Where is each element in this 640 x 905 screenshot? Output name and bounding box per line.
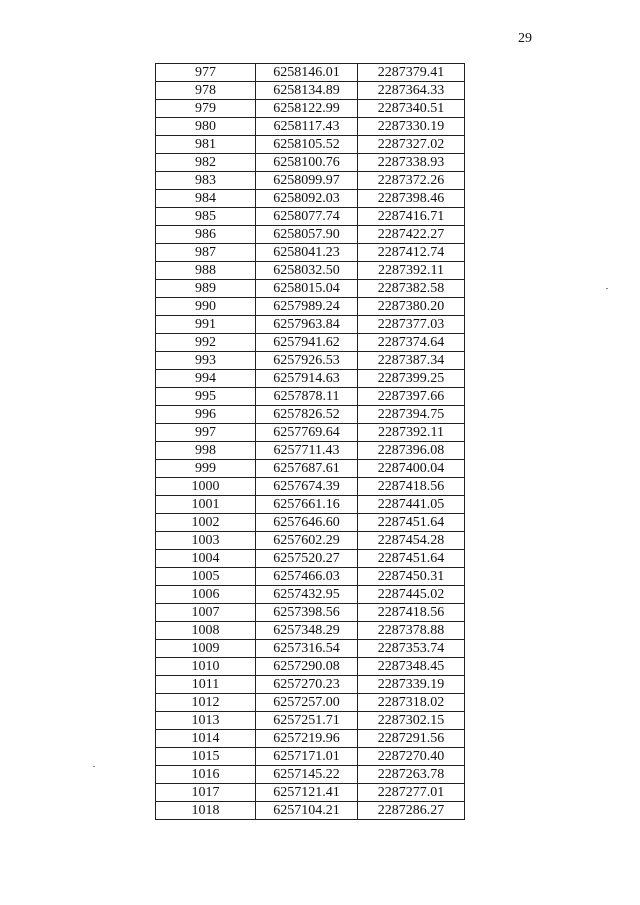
y-coordinate-cell: 2287387.34	[358, 352, 465, 370]
table-row	[156, 136, 465, 154]
x-coordinate-cell: 6257520.27	[256, 550, 358, 568]
y-coordinate-cell: 2287330.19	[358, 118, 465, 136]
table-row	[156, 172, 465, 190]
table-row	[156, 604, 465, 622]
x-coordinate-cell: 6258146.01	[256, 64, 358, 82]
page-number: 29	[518, 31, 532, 46]
y-coordinate-cell: 2287450.31	[358, 568, 465, 586]
table-row	[156, 208, 465, 226]
table-row	[156, 226, 465, 244]
table-row	[156, 784, 465, 802]
y-coordinate-cell: 2287396.08	[358, 442, 465, 460]
x-coordinate-cell: 6257989.24	[256, 298, 358, 316]
table-row	[156, 802, 465, 820]
y-coordinate-cell: 2287454.28	[358, 532, 465, 550]
point-number-cell: 980	[156, 118, 256, 136]
point-number-cell: 983	[156, 172, 256, 190]
x-coordinate-cell: 6257121.41	[256, 784, 358, 802]
point-number-cell: 1011	[156, 676, 256, 694]
table-row	[156, 766, 465, 784]
y-coordinate-cell: 2287340.51	[358, 100, 465, 118]
point-number-cell: 1005	[156, 568, 256, 586]
y-coordinate-cell: 2287392.11	[358, 424, 465, 442]
point-number-cell: 986	[156, 226, 256, 244]
coordinates-table	[155, 63, 465, 820]
y-coordinate-cell: 2287441.05	[358, 496, 465, 514]
table-row	[156, 676, 465, 694]
table-row	[156, 514, 465, 532]
y-coordinate-cell: 2287451.64	[358, 550, 465, 568]
y-coordinate-cell: 2287263.78	[358, 766, 465, 784]
x-coordinate-cell: 6257432.95	[256, 586, 358, 604]
point-number-cell: 1009	[156, 640, 256, 658]
point-number-cell: 989	[156, 280, 256, 298]
x-coordinate-cell: 6257348.29	[256, 622, 358, 640]
table-row	[156, 64, 465, 82]
table-row	[156, 730, 465, 748]
table-row	[156, 712, 465, 730]
coordinates-table-body	[156, 64, 465, 820]
y-coordinate-cell: 2287418.56	[358, 604, 465, 622]
point-number-cell: 992	[156, 334, 256, 352]
table-row	[156, 622, 465, 640]
x-coordinate-cell: 6258041.23	[256, 244, 358, 262]
x-coordinate-cell: 6258099.97	[256, 172, 358, 190]
x-coordinate-cell: 6257963.84	[256, 316, 358, 334]
point-number-cell: 1017	[156, 784, 256, 802]
y-coordinate-cell: 2287291.56	[358, 730, 465, 748]
table-row	[156, 352, 465, 370]
x-coordinate-cell: 6257769.64	[256, 424, 358, 442]
table-row	[156, 334, 465, 352]
y-coordinate-cell: 2287412.74	[358, 244, 465, 262]
point-number-cell: 1018	[156, 802, 256, 820]
y-coordinate-cell: 2287378.88	[358, 622, 465, 640]
y-coordinate-cell: 2287399.25	[358, 370, 465, 388]
table-row	[156, 100, 465, 118]
x-coordinate-cell: 6258057.90	[256, 226, 358, 244]
table-row	[156, 640, 465, 658]
point-number-cell: 1006	[156, 586, 256, 604]
point-number-cell: 990	[156, 298, 256, 316]
table-row	[156, 190, 465, 208]
point-number-cell: 995	[156, 388, 256, 406]
y-coordinate-cell: 2287397.66	[358, 388, 465, 406]
point-number-cell: 998	[156, 442, 256, 460]
y-coordinate-cell: 2287327.02	[358, 136, 465, 154]
point-number-cell: 978	[156, 82, 256, 100]
y-coordinate-cell: 2287277.01	[358, 784, 465, 802]
x-coordinate-cell: 6258032.50	[256, 262, 358, 280]
table-row	[156, 424, 465, 442]
y-coordinate-cell: 2287416.71	[358, 208, 465, 226]
x-coordinate-cell: 6257914.63	[256, 370, 358, 388]
point-number-cell: 1008	[156, 622, 256, 640]
y-coordinate-cell: 2287379.41	[358, 64, 465, 82]
x-coordinate-cell: 6257145.22	[256, 766, 358, 784]
y-coordinate-cell: 2287445.02	[358, 586, 465, 604]
x-coordinate-cell: 6257878.11	[256, 388, 358, 406]
x-coordinate-cell: 6258015.04	[256, 280, 358, 298]
table-row	[156, 298, 465, 316]
y-coordinate-cell: 2287377.03	[358, 316, 465, 334]
point-number-cell: 988	[156, 262, 256, 280]
x-coordinate-cell: 6258077.74	[256, 208, 358, 226]
x-coordinate-cell: 6257171.01	[256, 748, 358, 766]
point-number-cell: 981	[156, 136, 256, 154]
point-number-cell: 985	[156, 208, 256, 226]
table-row	[156, 82, 465, 100]
y-coordinate-cell: 2287380.20	[358, 298, 465, 316]
table-row	[156, 586, 465, 604]
point-number-cell: 979	[156, 100, 256, 118]
point-number-cell: 1015	[156, 748, 256, 766]
x-coordinate-cell: 6258122.99	[256, 100, 358, 118]
table-row	[156, 280, 465, 298]
x-coordinate-cell: 6257941.62	[256, 334, 358, 352]
y-coordinate-cell: 2287364.33	[358, 82, 465, 100]
table-row	[156, 496, 465, 514]
y-coordinate-cell: 2287353.74	[358, 640, 465, 658]
point-number-cell: 977	[156, 64, 256, 82]
x-coordinate-cell: 6257674.39	[256, 478, 358, 496]
table-row	[156, 388, 465, 406]
table-row	[156, 370, 465, 388]
x-coordinate-cell: 6257602.29	[256, 532, 358, 550]
y-coordinate-cell: 2287339.19	[358, 676, 465, 694]
y-coordinate-cell: 2287382.58	[358, 280, 465, 298]
table-row	[156, 460, 465, 478]
point-number-cell: 991	[156, 316, 256, 334]
table-row	[156, 244, 465, 262]
point-number-cell: 994	[156, 370, 256, 388]
scan-speck	[606, 288, 608, 289]
x-coordinate-cell: 6257270.23	[256, 676, 358, 694]
point-number-cell: 984	[156, 190, 256, 208]
point-number-cell: 987	[156, 244, 256, 262]
x-coordinate-cell: 6257646.60	[256, 514, 358, 532]
x-coordinate-cell: 6257926.53	[256, 352, 358, 370]
table-row	[156, 478, 465, 496]
y-coordinate-cell: 2287374.64	[358, 334, 465, 352]
x-coordinate-cell: 6257316.54	[256, 640, 358, 658]
table-row	[156, 748, 465, 766]
scan-speck	[93, 766, 95, 767]
table-row	[156, 532, 465, 550]
point-number-cell: 1000	[156, 478, 256, 496]
table-row	[156, 442, 465, 460]
point-number-cell: 1010	[156, 658, 256, 676]
x-coordinate-cell: 6257257.00	[256, 694, 358, 712]
table-row	[156, 118, 465, 136]
y-coordinate-cell: 2287392.11	[358, 262, 465, 280]
y-coordinate-cell: 2287400.04	[358, 460, 465, 478]
y-coordinate-cell: 2287318.02	[358, 694, 465, 712]
x-coordinate-cell: 6257711.43	[256, 442, 358, 460]
y-coordinate-cell: 2287451.64	[358, 514, 465, 532]
x-coordinate-cell: 6257219.96	[256, 730, 358, 748]
table-row	[156, 658, 465, 676]
table-row	[156, 316, 465, 334]
y-coordinate-cell: 2287270.40	[358, 748, 465, 766]
x-coordinate-cell: 6257251.71	[256, 712, 358, 730]
point-number-cell: 996	[156, 406, 256, 424]
x-coordinate-cell: 6257290.08	[256, 658, 358, 676]
x-coordinate-cell: 6257687.61	[256, 460, 358, 478]
table-row	[156, 262, 465, 280]
x-coordinate-cell: 6257466.03	[256, 568, 358, 586]
table-row	[156, 694, 465, 712]
x-coordinate-cell: 6258100.76	[256, 154, 358, 172]
y-coordinate-cell: 2287286.27	[358, 802, 465, 820]
x-coordinate-cell: 6258092.03	[256, 190, 358, 208]
point-number-cell: 1003	[156, 532, 256, 550]
point-number-cell: 1002	[156, 514, 256, 532]
y-coordinate-cell: 2287418.56	[358, 478, 465, 496]
x-coordinate-cell: 6258105.52	[256, 136, 358, 154]
point-number-cell: 1007	[156, 604, 256, 622]
x-coordinate-cell: 6257398.56	[256, 604, 358, 622]
y-coordinate-cell: 2287422.27	[358, 226, 465, 244]
table-row	[156, 154, 465, 172]
point-number-cell: 1004	[156, 550, 256, 568]
point-number-cell: 982	[156, 154, 256, 172]
point-number-cell: 997	[156, 424, 256, 442]
table-row	[156, 550, 465, 568]
y-coordinate-cell: 2287302.15	[358, 712, 465, 730]
x-coordinate-cell: 6257104.21	[256, 802, 358, 820]
point-number-cell: 1012	[156, 694, 256, 712]
table-row	[156, 568, 465, 586]
point-number-cell: 1014	[156, 730, 256, 748]
y-coordinate-cell: 2287372.26	[358, 172, 465, 190]
y-coordinate-cell: 2287398.46	[358, 190, 465, 208]
y-coordinate-cell: 2287338.93	[358, 154, 465, 172]
x-coordinate-cell: 6258134.89	[256, 82, 358, 100]
y-coordinate-cell: 2287348.45	[358, 658, 465, 676]
x-coordinate-cell: 6257826.52	[256, 406, 358, 424]
point-number-cell: 1001	[156, 496, 256, 514]
y-coordinate-cell: 2287394.75	[358, 406, 465, 424]
point-number-cell: 1016	[156, 766, 256, 784]
table-row	[156, 406, 465, 424]
point-number-cell: 993	[156, 352, 256, 370]
point-number-cell: 1013	[156, 712, 256, 730]
x-coordinate-cell: 6258117.43	[256, 118, 358, 136]
point-number-cell: 999	[156, 460, 256, 478]
x-coordinate-cell: 6257661.16	[256, 496, 358, 514]
